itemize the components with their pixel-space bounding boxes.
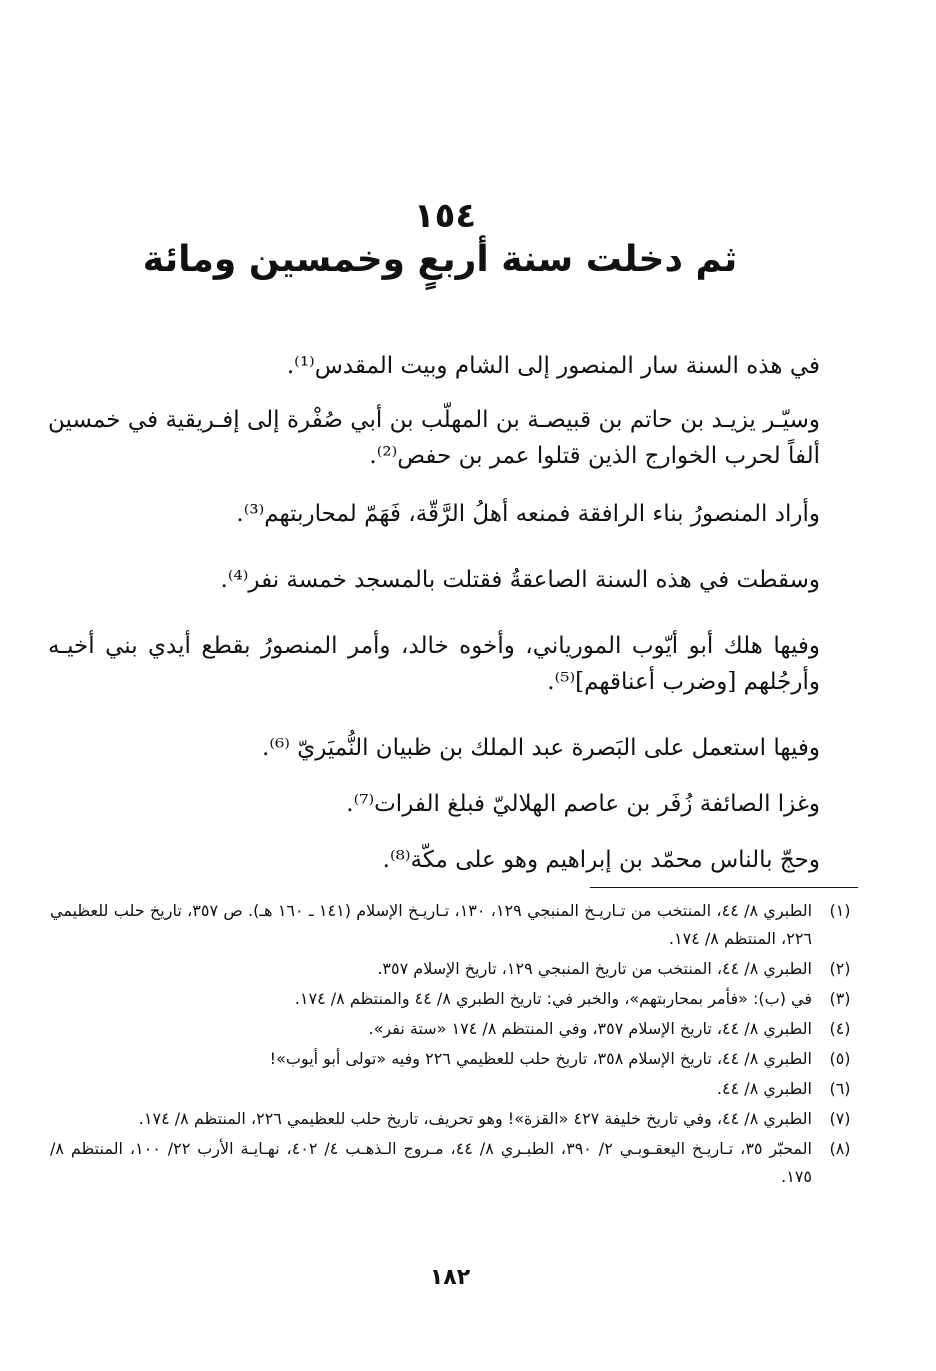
- footnote: [50, 1135, 860, 1191]
- footnote-number: (٧): [829, 1109, 851, 1128]
- footnote: [50, 897, 860, 953]
- footnote-text: في (ب): «فأمر بمحاربتهم»، والخبر في: تاريخ الطبري ٨/ ٤٤ والمنتظم ٨/ ١٧٤.: [294, 989, 812, 1008]
- year-number: ١٥٤: [413, 196, 477, 236]
- page-number: ١٨٢: [429, 1265, 471, 1290]
- paragraph: وسيّـر يزيـد بن حاتم بن قبيصـة بن المهلّب بن أبي صُفْرة إلى إفـريقية في خمسين ألفاً لحرب الخوارج الذين قتلوا عمر بن حفص⁽²⁾.: [48, 407, 820, 469]
- paragraph: وفيها هلك أبو أيّوب المورياني، وأخوه خالد، وأمر المنصورُ بقطع أيدي بني أخيـه وأرجُلهم [وضرب أعناقهم]⁽⁵⁾.: [48, 633, 820, 695]
- footnote: [50, 1015, 860, 1043]
- footnote: [50, 1105, 860, 1133]
- footnote-text: الطبري ٨/ ٤٤، المنتخب من تاريخ المنبجي ١٢٩، تاريخ الإسلام ٣٥٧.: [377, 959, 812, 978]
- paragraph: وفيها استعمل على البَصرة عبد الملك بن ظبيان النُّميَريّ ⁽⁶⁾.: [262, 735, 820, 761]
- paragraph: وحجّ بالناس محمّد بن إبراهيم وهو على مكّة⁽⁸⁾.: [382, 847, 820, 873]
- footnote-number: (٥): [829, 1049, 851, 1068]
- paragraph: وسقطت في هذه السنة الصاعقةُ فقتلت بالمسجد خمسة نفر⁽⁴⁾.: [220, 567, 820, 593]
- chapter-title: ثم دخلت سنة أربعٍ وخمسين ومائة: [142, 239, 738, 280]
- footnote-number: (٤): [829, 1019, 851, 1038]
- footnote-number: (٦): [829, 1079, 851, 1098]
- footnote-number: (٢): [829, 959, 851, 978]
- footnotes: [50, 897, 860, 1193]
- footnote-text: الطبري ٨/ ٤٤، تاريخ الإسلام ٣٥٨، تاريخ حلب للعظيمي ٢٢٦ وفيه «تولى أبو أيوب»!: [269, 1049, 812, 1068]
- footnote: [50, 1045, 860, 1073]
- main-text: [48, 348, 820, 896]
- footnote: [50, 1075, 860, 1103]
- footnote-text: الطبري ٨/ ٤٤.: [716, 1079, 812, 1098]
- footnote: [50, 985, 860, 1013]
- footnote: [50, 955, 860, 983]
- paragraph: وغزا الصائفة زُفَر بن عاصم الهلاليّ فبلغ الفرات⁽⁷⁾.: [346, 791, 820, 817]
- paragraph: في هذه السنة سار المنصور إلى الشام وبيت المقدس⁽¹⁾.: [286, 353, 820, 379]
- footnote-number: (٨): [829, 1139, 851, 1158]
- footnote-text: الطبري ٨/ ٤٤، وفي تاريخ خليفة ٤٢٧ «القزة»! وهو تحريف، تاريخ حلب للعظيمي ٢٢٦، المنتظم ٨/ ١٧٤.: [138, 1109, 812, 1128]
- footnote-text: المحبّر ٣٥، تـاريـخ اليعقـوبـي ٢/ ٣٩٠، الطبـري ٨/ ٤٤، مـروج الـذهـب ٤/ ٤٠٢، نهـايـة الأرب ٢٢/ ١٠٠، المنتظم ٨/ ١٧٥.: [50, 1139, 812, 1186]
- paragraph: وأراد المنصورُ بناء الرافقة فمنعه أهلُ الرَّقّة، فَهَمّ لمحاربتهم⁽³⁾.: [236, 501, 820, 527]
- footnote-number: (٣): [829, 989, 851, 1008]
- footnote-text: الطبري ٨/ ٤٤، المنتخب من تـاريـخ المنبجي ١٢٩، ١٣٠، تـاريـخ الإسلام (١٤١ ـ ١٦٠ هـ). ص ٣٥٧، تاريخ حلب للعظيمي ٢٢٦، المنتظم ٨/ ١٧٤.: [50, 901, 813, 948]
- footnote-divider: [590, 887, 858, 888]
- footnote-text: الطبري ٨/ ٤٤، تاريخ الإسلام ٣٥٧، وفي المنتظم ٨/ ١٧٤ «ستة نفر».: [368, 1019, 812, 1038]
- footnote-number: (١): [829, 901, 851, 920]
